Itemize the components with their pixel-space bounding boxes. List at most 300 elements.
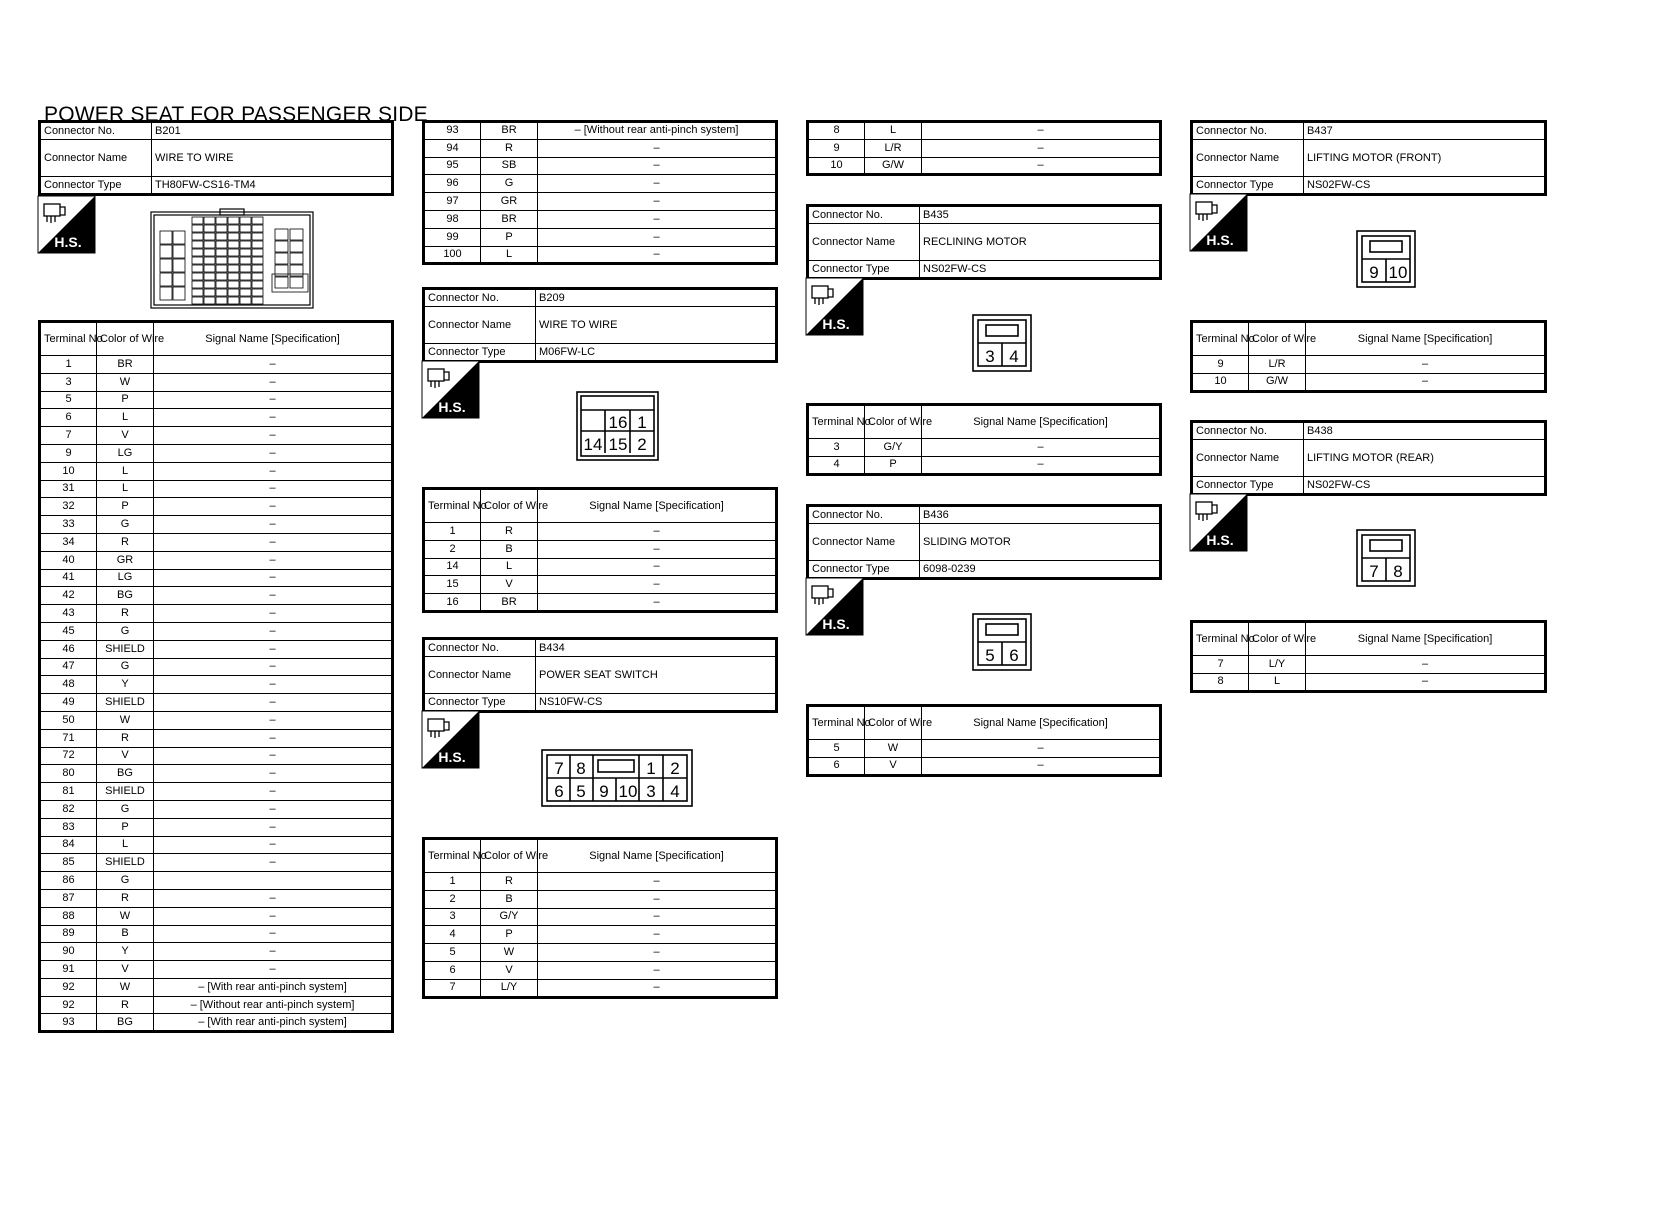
wire-color-cell: R: [97, 729, 154, 747]
table-row: [40, 551, 393, 569]
label-connector-no: Connector No.: [808, 506, 920, 524]
signal-name-cell: –: [154, 729, 393, 747]
svg-text:6: 6: [554, 782, 564, 801]
connector-no-value: B438: [1304, 422, 1546, 440]
connector-b434-face-diagram: [541, 749, 693, 807]
terminal-no-cell: 1: [40, 356, 97, 374]
svg-text:2: 2: [637, 435, 647, 454]
table-row: [424, 139, 777, 157]
table-row: [40, 783, 393, 801]
header-terminal-no: Terminal No.: [1192, 622, 1249, 656]
table-row: [40, 996, 393, 1014]
harness-side-icon: [422, 711, 479, 768]
wire-color-cell: G: [97, 800, 154, 818]
signal-name-cell: –: [538, 944, 777, 962]
terminal-no-cell: 31: [40, 480, 97, 498]
wire-color-cell: B: [97, 925, 154, 943]
svg-text:5: 5: [985, 646, 995, 665]
header-signal-name: Signal Name [Specification]: [154, 322, 393, 356]
signal-name-cell: –: [154, 943, 393, 961]
connector-no-value: B435: [920, 206, 1161, 224]
signal-name-cell: –: [538, 908, 777, 926]
table-row: [424, 594, 777, 612]
table-row: [40, 640, 393, 658]
signal-name-cell: –: [538, 594, 777, 612]
table-row: [1192, 356, 1546, 374]
terminal-no-cell: 6: [40, 409, 97, 427]
table-row: [40, 711, 393, 729]
connector-name-value: LIFTING MOTOR (REAR): [1304, 440, 1546, 477]
signal-name-cell: –: [154, 711, 393, 729]
harness-side-icon: [38, 196, 95, 253]
label-connector-type: Connector Type: [424, 694, 536, 712]
terminal-no-cell: 100: [424, 246, 481, 264]
harness-side-icon: [1190, 494, 1247, 551]
table-row: [40, 818, 393, 836]
table-row: [40, 800, 393, 818]
wire-color-cell: BR: [481, 210, 538, 228]
terminal-no-cell: 40: [40, 551, 97, 569]
table-row: [1192, 373, 1546, 391]
wire-color-cell: L: [1249, 673, 1306, 691]
wire-color-cell: V: [97, 427, 154, 445]
connector-type-value: M06FW-LC: [536, 344, 777, 362]
label-connector-name: Connector Name: [808, 524, 920, 561]
connector-name-value: LIFTING MOTOR (FRONT): [1304, 140, 1546, 177]
connector-info-b209: [422, 287, 778, 363]
terminal-no-cell: 82: [40, 800, 97, 818]
terminal-no-cell: 49: [40, 694, 97, 712]
signal-name-cell: –: [538, 979, 777, 997]
table-row: [808, 139, 1161, 157]
wire-color-cell: P: [97, 818, 154, 836]
signal-name-cell: –: [154, 587, 393, 605]
signal-name-cell: –: [154, 658, 393, 676]
table-row: [40, 569, 393, 587]
signal-name-cell: –: [154, 516, 393, 534]
label-connector-name: Connector Name: [424, 657, 536, 694]
signal-name-cell: –: [154, 818, 393, 836]
header-signal-name: Signal Name [Specification]: [538, 839, 777, 873]
signal-name-cell: –: [154, 569, 393, 587]
table-row: [424, 979, 777, 997]
signal-name-cell: –: [154, 747, 393, 765]
terminal-table-b435: [806, 403, 1162, 476]
wire-color-cell: W: [97, 978, 154, 996]
signal-name-cell: –: [154, 605, 393, 623]
signal-name-cell: –: [538, 558, 777, 576]
terminal-no-cell: 81: [40, 783, 97, 801]
signal-name-cell: –: [1306, 356, 1546, 374]
header-terminal-no: Terminal No.: [424, 839, 481, 873]
wire-color-cell: L: [97, 462, 154, 480]
table-row: [424, 246, 777, 264]
label-connector-name: Connector Name: [424, 307, 536, 344]
table-row: [808, 456, 1161, 474]
table-row: [40, 373, 393, 391]
header-signal-name: Signal Name [Specification]: [1306, 622, 1546, 656]
table-row: [424, 193, 777, 211]
signal-name-cell: –: [154, 800, 393, 818]
signal-name-cell: –: [154, 854, 393, 872]
signal-name-cell: –: [154, 373, 393, 391]
connector-type-value: NS02FW-CS: [1304, 177, 1546, 195]
terminal-no-cell: 88: [40, 907, 97, 925]
table-row: [40, 872, 393, 890]
wire-color-cell: L/Y: [1249, 656, 1306, 674]
wire-color-cell: SHIELD: [97, 694, 154, 712]
terminal-no-cell: 5: [808, 740, 865, 758]
signal-name-cell: –: [538, 523, 777, 541]
wire-color-cell: R: [97, 889, 154, 907]
terminal-no-cell: 7: [40, 427, 97, 445]
table-row: [40, 676, 393, 694]
table-row: [40, 391, 393, 409]
label-connector-name: Connector Name: [1192, 440, 1304, 477]
table-row: [424, 873, 777, 891]
table-row: [40, 462, 393, 480]
signal-name-cell: –: [154, 836, 393, 854]
connector-name-value: WIRE TO WIRE: [536, 307, 777, 344]
signal-name-cell: – [Without rear anti-pinch system]: [154, 996, 393, 1014]
terminal-no-cell: 9: [1192, 356, 1249, 374]
wire-color-cell: G/Y: [865, 439, 922, 457]
terminal-no-cell: 3: [808, 439, 865, 457]
signal-name-cell: –: [154, 551, 393, 569]
wire-color-cell: BR: [481, 594, 538, 612]
terminal-no-cell: 3: [424, 908, 481, 926]
signal-name-cell: –: [538, 139, 777, 157]
terminal-no-cell: 4: [424, 926, 481, 944]
table-row: [424, 576, 777, 594]
header-signal-name: Signal Name [Specification]: [922, 706, 1161, 740]
signal-name-cell: –: [1306, 373, 1546, 391]
table-row: [40, 409, 393, 427]
signal-name-cell: –: [538, 873, 777, 891]
wire-color-cell: L: [97, 480, 154, 498]
connector-type-value: 6098-0239: [920, 561, 1161, 579]
label-connector-no: Connector No.: [424, 289, 536, 307]
connector-type-value: NS02FW-CS: [920, 261, 1161, 279]
wire-color-cell: Y: [97, 676, 154, 694]
connector-b438-face-diagram: [1356, 529, 1416, 587]
table-row: [40, 587, 393, 605]
label-connector-type: Connector Type: [40, 177, 152, 195]
terminal-no-cell: 86: [40, 872, 97, 890]
terminal-no-cell: 10: [1192, 373, 1249, 391]
terminal-table-b436: [806, 704, 1162, 777]
wire-color-cell: W: [97, 373, 154, 391]
table-row: [424, 944, 777, 962]
connector-no-value: B201: [152, 122, 393, 140]
svg-text:8: 8: [576, 759, 586, 778]
terminal-no-cell: 89: [40, 925, 97, 943]
terminal-table-b434: [422, 837, 778, 999]
wire-color-cell: L: [481, 558, 538, 576]
wire-color-cell: G/W: [865, 157, 922, 175]
terminal-no-cell: 92: [40, 978, 97, 996]
wire-color-cell: P: [481, 926, 538, 944]
svg-text:2: 2: [670, 759, 680, 778]
header-signal-name: Signal Name [Specification]: [922, 405, 1161, 439]
signal-name-cell: –: [154, 391, 393, 409]
signal-name-cell: –: [154, 498, 393, 516]
terminal-no-cell: 99: [424, 228, 481, 246]
svg-text:8: 8: [1393, 562, 1403, 581]
connector-info-b437: [1190, 120, 1547, 196]
svg-text:6: 6: [1009, 646, 1019, 665]
table-row: [424, 228, 777, 246]
harness-side-icon: [806, 278, 863, 335]
table-row: [40, 1014, 393, 1032]
connector-no-value: B436: [920, 506, 1161, 524]
terminal-no-cell: 16: [424, 594, 481, 612]
signal-name-cell: –: [154, 676, 393, 694]
header-terminal-no: Terminal No.: [808, 405, 865, 439]
signal-name-cell: –: [538, 228, 777, 246]
terminal-no-cell: 46: [40, 640, 97, 658]
table-row: [1192, 673, 1546, 691]
table-row: [40, 533, 393, 551]
svg-text:H.S.: H.S.: [822, 316, 850, 332]
wire-color-cell: V: [481, 961, 538, 979]
signal-name-cell: –: [922, 439, 1161, 457]
table-row: [40, 658, 393, 676]
signal-name-cell: –: [538, 540, 777, 558]
wire-color-cell: BR: [97, 356, 154, 374]
table-row: [424, 908, 777, 926]
table-row: [40, 889, 393, 907]
table-row: [424, 890, 777, 908]
wire-color-cell: B: [481, 890, 538, 908]
table-row: [808, 122, 1161, 140]
signal-name-cell: –: [154, 356, 393, 374]
table-row: [40, 978, 393, 996]
svg-text:7: 7: [1369, 562, 1379, 581]
terminal-no-cell: 94: [424, 139, 481, 157]
label-connector-name: Connector Name: [40, 140, 152, 177]
signal-name-cell: [154, 872, 393, 890]
wire-color-cell: L: [481, 246, 538, 264]
signal-name-cell: –: [154, 462, 393, 480]
table-row: [424, 175, 777, 193]
svg-text:3: 3: [985, 347, 995, 366]
svg-text:H.S.: H.S.: [822, 616, 850, 632]
wire-color-cell: GR: [97, 551, 154, 569]
wire-color-cell: V: [481, 576, 538, 594]
label-connector-name: Connector Name: [1192, 140, 1304, 177]
terminal-no-cell: 5: [40, 391, 97, 409]
terminal-no-cell: 32: [40, 498, 97, 516]
table-row: [808, 757, 1161, 775]
terminal-no-cell: 50: [40, 711, 97, 729]
header-terminal-no: Terminal No.: [808, 706, 865, 740]
harness-side-icon: [1190, 194, 1247, 251]
label-connector-no: Connector No.: [40, 122, 152, 140]
wire-color-cell: W: [97, 907, 154, 925]
table-row: [424, 122, 777, 140]
table-row: [40, 605, 393, 623]
table-row: [40, 907, 393, 925]
connector-name-value: SLIDING MOTOR: [920, 524, 1161, 561]
signal-name-cell: –: [1306, 656, 1546, 674]
terminal-no-cell: 33: [40, 516, 97, 534]
table-row: [40, 747, 393, 765]
connector-b436-face-diagram: [972, 613, 1032, 671]
terminal-no-cell: 3: [40, 373, 97, 391]
terminal-no-cell: 84: [40, 836, 97, 854]
signal-name-cell: –: [922, 157, 1161, 175]
signal-name-cell: –: [538, 210, 777, 228]
table-row: [40, 694, 393, 712]
header-color-of-wire: Color of Wire: [1249, 322, 1306, 356]
terminal-no-cell: 6: [808, 757, 865, 775]
wire-color-cell: W: [481, 944, 538, 962]
terminal-no-cell: 5: [424, 944, 481, 962]
header-terminal-no: Terminal No.: [1192, 322, 1249, 356]
terminal-no-cell: 92: [40, 996, 97, 1014]
svg-text:H.S.: H.S.: [54, 234, 82, 250]
table-row: [424, 558, 777, 576]
signal-name-cell: –: [154, 533, 393, 551]
terminal-no-cell: 71: [40, 729, 97, 747]
wire-color-cell: P: [97, 498, 154, 516]
table-row: [808, 439, 1161, 457]
terminal-no-cell: 1: [424, 873, 481, 891]
wire-color-cell: L/Y: [481, 979, 538, 997]
connector-info-b434: [422, 637, 778, 713]
wire-color-cell: R: [97, 533, 154, 551]
label-connector-name: Connector Name: [808, 224, 920, 261]
wire-color-cell: SHIELD: [97, 783, 154, 801]
signal-name-cell: –: [922, 122, 1161, 140]
signal-name-cell: –: [154, 444, 393, 462]
signal-name-cell: –: [154, 907, 393, 925]
wire-color-cell: R: [97, 996, 154, 1014]
signal-name-cell: –: [154, 925, 393, 943]
table-row: [40, 622, 393, 640]
wire-color-cell: SHIELD: [97, 640, 154, 658]
signal-name-cell: –: [538, 961, 777, 979]
signal-name-cell: –: [154, 961, 393, 979]
terminal-no-cell: 2: [424, 540, 481, 558]
svg-text:15: 15: [608, 435, 628, 454]
label-connector-no: Connector No.: [1192, 422, 1304, 440]
wire-color-cell: V: [97, 961, 154, 979]
svg-text:9: 9: [599, 782, 609, 801]
terminal-no-cell: 80: [40, 765, 97, 783]
wire-color-cell: BG: [97, 765, 154, 783]
svg-text:1: 1: [646, 759, 656, 778]
signal-name-cell: –: [922, 456, 1161, 474]
terminal-no-cell: 48: [40, 676, 97, 694]
svg-text:10: 10: [618, 782, 638, 801]
signal-name-cell: – [With rear anti-pinch system]: [154, 1014, 393, 1032]
signal-name-cell: –: [154, 409, 393, 427]
table-row: [808, 157, 1161, 175]
terminal-no-cell: 9: [40, 444, 97, 462]
terminal-no-cell: 97: [424, 193, 481, 211]
wire-color-cell: P: [481, 228, 538, 246]
connector-no-value: B434: [536, 639, 777, 657]
connector-info-b201: [38, 120, 394, 196]
connector-no-value: B209: [536, 289, 777, 307]
terminal-no-cell: 95: [424, 157, 481, 175]
table-row: [424, 210, 777, 228]
wire-color-cell: L: [97, 836, 154, 854]
terminal-no-cell: 41: [40, 569, 97, 587]
signal-name-cell: –: [1306, 673, 1546, 691]
svg-text:10: 10: [1388, 263, 1408, 282]
table-row: [40, 498, 393, 516]
wire-color-cell: G: [97, 622, 154, 640]
svg-text:3: 3: [646, 782, 656, 801]
label-connector-no: Connector No.: [1192, 122, 1304, 140]
terminal-no-cell: 72: [40, 747, 97, 765]
terminal-no-cell: 8: [808, 122, 865, 140]
table-row: [40, 427, 393, 445]
table-row: [40, 854, 393, 872]
terminal-no-cell: 4: [808, 456, 865, 474]
connector-name-value: POWER SEAT SWITCH: [536, 657, 777, 694]
wire-color-cell: P: [97, 391, 154, 409]
wire-color-cell: BR: [481, 122, 538, 140]
terminal-no-cell: 87: [40, 889, 97, 907]
signal-name-cell: –: [538, 890, 777, 908]
terminal-no-cell: 42: [40, 587, 97, 605]
connector-no-value: B437: [1304, 122, 1546, 140]
wire-color-cell: G/W: [1249, 373, 1306, 391]
table-row: [424, 523, 777, 541]
label-connector-no: Connector No.: [424, 639, 536, 657]
terminal-no-cell: 83: [40, 818, 97, 836]
terminal-no-cell: 9: [808, 139, 865, 157]
wire-color-cell: L: [97, 409, 154, 427]
svg-text:14: 14: [583, 435, 603, 454]
header-terminal-no: Terminal No.: [40, 322, 97, 356]
header-color-of-wire: Color of Wire: [865, 706, 922, 740]
table-row: [40, 943, 393, 961]
wire-color-cell: G: [97, 872, 154, 890]
connector-b209-face-diagram: [576, 391, 659, 461]
wire-color-cell: BG: [97, 1014, 154, 1032]
terminal-no-cell: 2: [424, 890, 481, 908]
table-row: [1192, 656, 1546, 674]
connector-b201-face-diagram: [150, 209, 315, 310]
page-title: POWER SEAT FOR PASSENGER SIDE: [44, 103, 428, 126]
wire-color-cell: V: [865, 757, 922, 775]
header-terminal-no: Terminal No.: [424, 489, 481, 523]
table-row: [40, 356, 393, 374]
connector-name-value: RECLINING MOTOR: [920, 224, 1161, 261]
header-color-of-wire: Color of Wire: [481, 839, 538, 873]
wire-color-cell: G: [97, 516, 154, 534]
signal-name-cell: –: [922, 740, 1161, 758]
svg-text:1: 1: [637, 413, 647, 432]
signal-name-cell: –: [538, 193, 777, 211]
terminal-no-cell: 10: [40, 462, 97, 480]
label-connector-type: Connector Type: [808, 261, 920, 279]
signal-name-cell: –: [154, 765, 393, 783]
svg-text:4: 4: [1009, 347, 1019, 366]
signal-name-cell: –: [538, 175, 777, 193]
connector-type-value: NS02FW-CS: [1304, 477, 1546, 495]
header-color-of-wire: Color of Wire: [97, 322, 154, 356]
terminal-no-cell: 96: [424, 175, 481, 193]
wire-color-cell: SHIELD: [97, 854, 154, 872]
connector-b435-face-diagram: [972, 314, 1032, 372]
wire-color-cell: G: [481, 175, 538, 193]
